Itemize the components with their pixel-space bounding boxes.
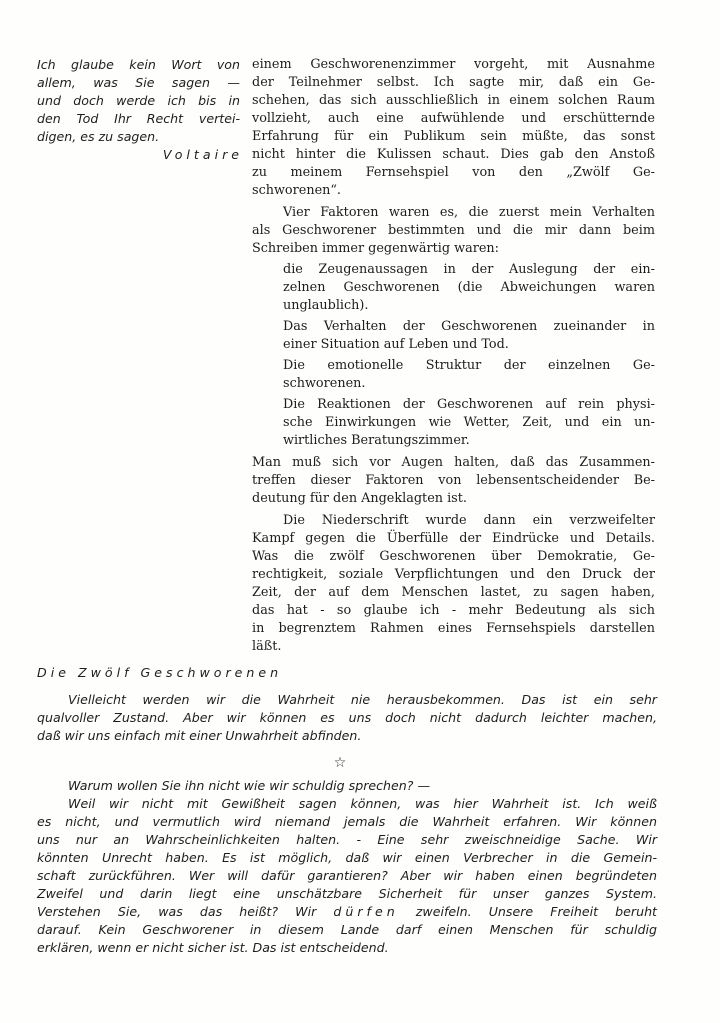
text-line: der Teilnehmer selbst. Ich sagte mir, daß ein Ge-: [252, 75, 655, 90]
text-line: einem Geschworenenzimmer vorgeht, mit Ausnahme: [252, 57, 655, 72]
text-line: die Zeugenaussagen in der Auslegung der ein-: [283, 262, 655, 277]
text-line: Was die zwölf Geschworenen über Demokratie, Ge-: [252, 549, 655, 564]
list-item: [283, 357, 655, 393]
text-line: schehen, das sich ausschließlich in einem solchen Raum: [252, 93, 655, 108]
text-line: Die emotionelle Struktur der einzelnen Ge-: [283, 358, 655, 373]
epigraph-author: Voltaire: [162, 147, 243, 162]
star-separator-icon: ☆: [333, 755, 347, 771]
text-line: das hat - so glaube ich - mehr Bedeutung als sich: [252, 603, 655, 618]
epigraph-line: allem, was Sie sagen —: [37, 75, 240, 90]
text-line: Kampf gegen die Überfülle der Eindrücke und Details.: [252, 531, 655, 546]
text-line: Man muß sich vor Augen halten, daß das Zusammen-: [252, 455, 655, 470]
epigraph-line: und doch werde ich bis in: [37, 93, 240, 108]
text-line: daß wir uns einfach mit einer Unwahrheit abfinden.: [37, 728, 362, 743]
section-heading: Die Zwölf Geschworenen: [37, 665, 283, 680]
text-line: zu meinem Fernsehspiel von den „Zwölf Ge-: [252, 165, 655, 180]
answer-paragraph: [37, 795, 657, 957]
emphasized-word: dürfen: [333, 904, 399, 919]
epigraph-line: Ich glaube kein Wort von: [37, 57, 240, 72]
text-line: qualvoller Zustand. Aber wir können es uns doch nicht dadurch leichter machen,: [37, 710, 657, 725]
text-line: schaft zurückführen. Wer will dafür garantieren? Aber wir haben einen begründeten: [37, 868, 657, 883]
text-line: Das Verhalten der Geschworenen zueinander in: [283, 319, 655, 334]
text-line: Schreiben immer gegenwärtig waren:: [252, 241, 499, 256]
text-line: unglaublich).: [283, 298, 369, 313]
text-line: Erfahrung für ein Publikum sein müßte, das sonst: [252, 129, 655, 144]
text-line: als Geschworener bestimmten und die mir dann beim: [252, 223, 655, 238]
text-line: könnten Unrecht haben. Es ist möglich, daß wir einen Verbrecher in die Gemein-: [37, 850, 657, 865]
text-line: rechtigkeit, soziale Verpflichtungen und den Druck der: [252, 567, 655, 582]
text-line: Vielleicht werden wir die Wahrheit nie herausbekommen. Das ist ein sehr: [68, 692, 657, 707]
text-line: deutung für den Angeklagten ist.: [252, 491, 467, 506]
text-line: erklären, wenn er nicht sicher ist. Das ist entscheidend.: [37, 940, 389, 955]
text-line: Vier Faktoren waren es, die zuerst mein Verhalten: [283, 205, 655, 220]
paragraph-4: [252, 512, 655, 656]
text-line: sche Einwirkungen wie Wetter, Zeit, und ein un-: [283, 415, 655, 430]
text-line: in begrenztem Rahmen eines Fernsehspiels darstellen: [252, 621, 655, 636]
text-line: einer Situation auf Leben und Tod.: [283, 337, 509, 352]
text-line: uns nur an Wahrscheinlichkeiten halten. - Eine sehr zweischneidige Sache. Wir: [37, 832, 657, 847]
epigraph-quote: [37, 56, 243, 164]
excerpt-section: [37, 664, 657, 957]
text-line: Zeit, der auf dem Menschen lastet, zu sagen haben,: [252, 585, 655, 600]
paragraph-1: [252, 56, 655, 200]
paragraph-3: [252, 454, 655, 508]
text-line: vollzieht, auch eine aufwühlende und erschütternde: [252, 111, 655, 126]
epigraph-line: den Tod Ihr Recht vertei-: [37, 111, 240, 126]
text-line: Die Reaktionen der Geschworenen auf rein physi-: [283, 397, 655, 412]
text-line: [37, 903, 657, 921]
text-line: läßt.: [252, 639, 282, 654]
text-segment: Verstehen Sie, was das heißt? Wir: [37, 904, 334, 919]
text-line: es nicht, und vermutlich wird niemand jemals die Wahrheit erfahren. Wir können: [37, 814, 657, 829]
question-line: Warum wollen Sie ihn nicht wie wir schuldig sprechen? —: [68, 778, 431, 793]
text-segment: zweifeln. Unsere Freiheit beruht: [398, 904, 657, 919]
epigraph-line: digen, es zu sagen.: [37, 129, 160, 144]
text-line: schworenen.: [283, 376, 366, 391]
text-line: Die Niederschrift wurde dann ein verzweifelter: [283, 513, 655, 528]
text-line: treffen dieser Faktoren von lebensentscheidender Be-: [252, 473, 655, 488]
text-line: Zweifel und darin liegt eine unschätzbare Sicherheit für unser ganzes System.: [37, 886, 657, 901]
text-line: Weil wir nicht mit Gewißheit sagen können, was hier Wahrheit ist. Ich weiß: [68, 796, 657, 811]
list-item: [283, 396, 655, 450]
paragraph-2: [252, 204, 655, 258]
list-item: [283, 261, 655, 315]
text-line: zelnen Geschworenen (die Abweichungen waren: [283, 280, 655, 295]
factor-list: [252, 261, 655, 450]
text-line: nicht hinter die Kulissen schaut. Dies gab den Anstoß: [252, 147, 655, 162]
text-line: wirtliches Beratungszimmer.: [283, 433, 470, 448]
body-column: [252, 56, 655, 656]
text-line: schworenen“.: [252, 183, 341, 198]
list-item: [283, 318, 655, 354]
excerpt-quote-1: [37, 691, 657, 745]
text-line: darauf. Kein Geschworener in diesem Lande darf einen Menschen für schuldig: [37, 922, 657, 937]
